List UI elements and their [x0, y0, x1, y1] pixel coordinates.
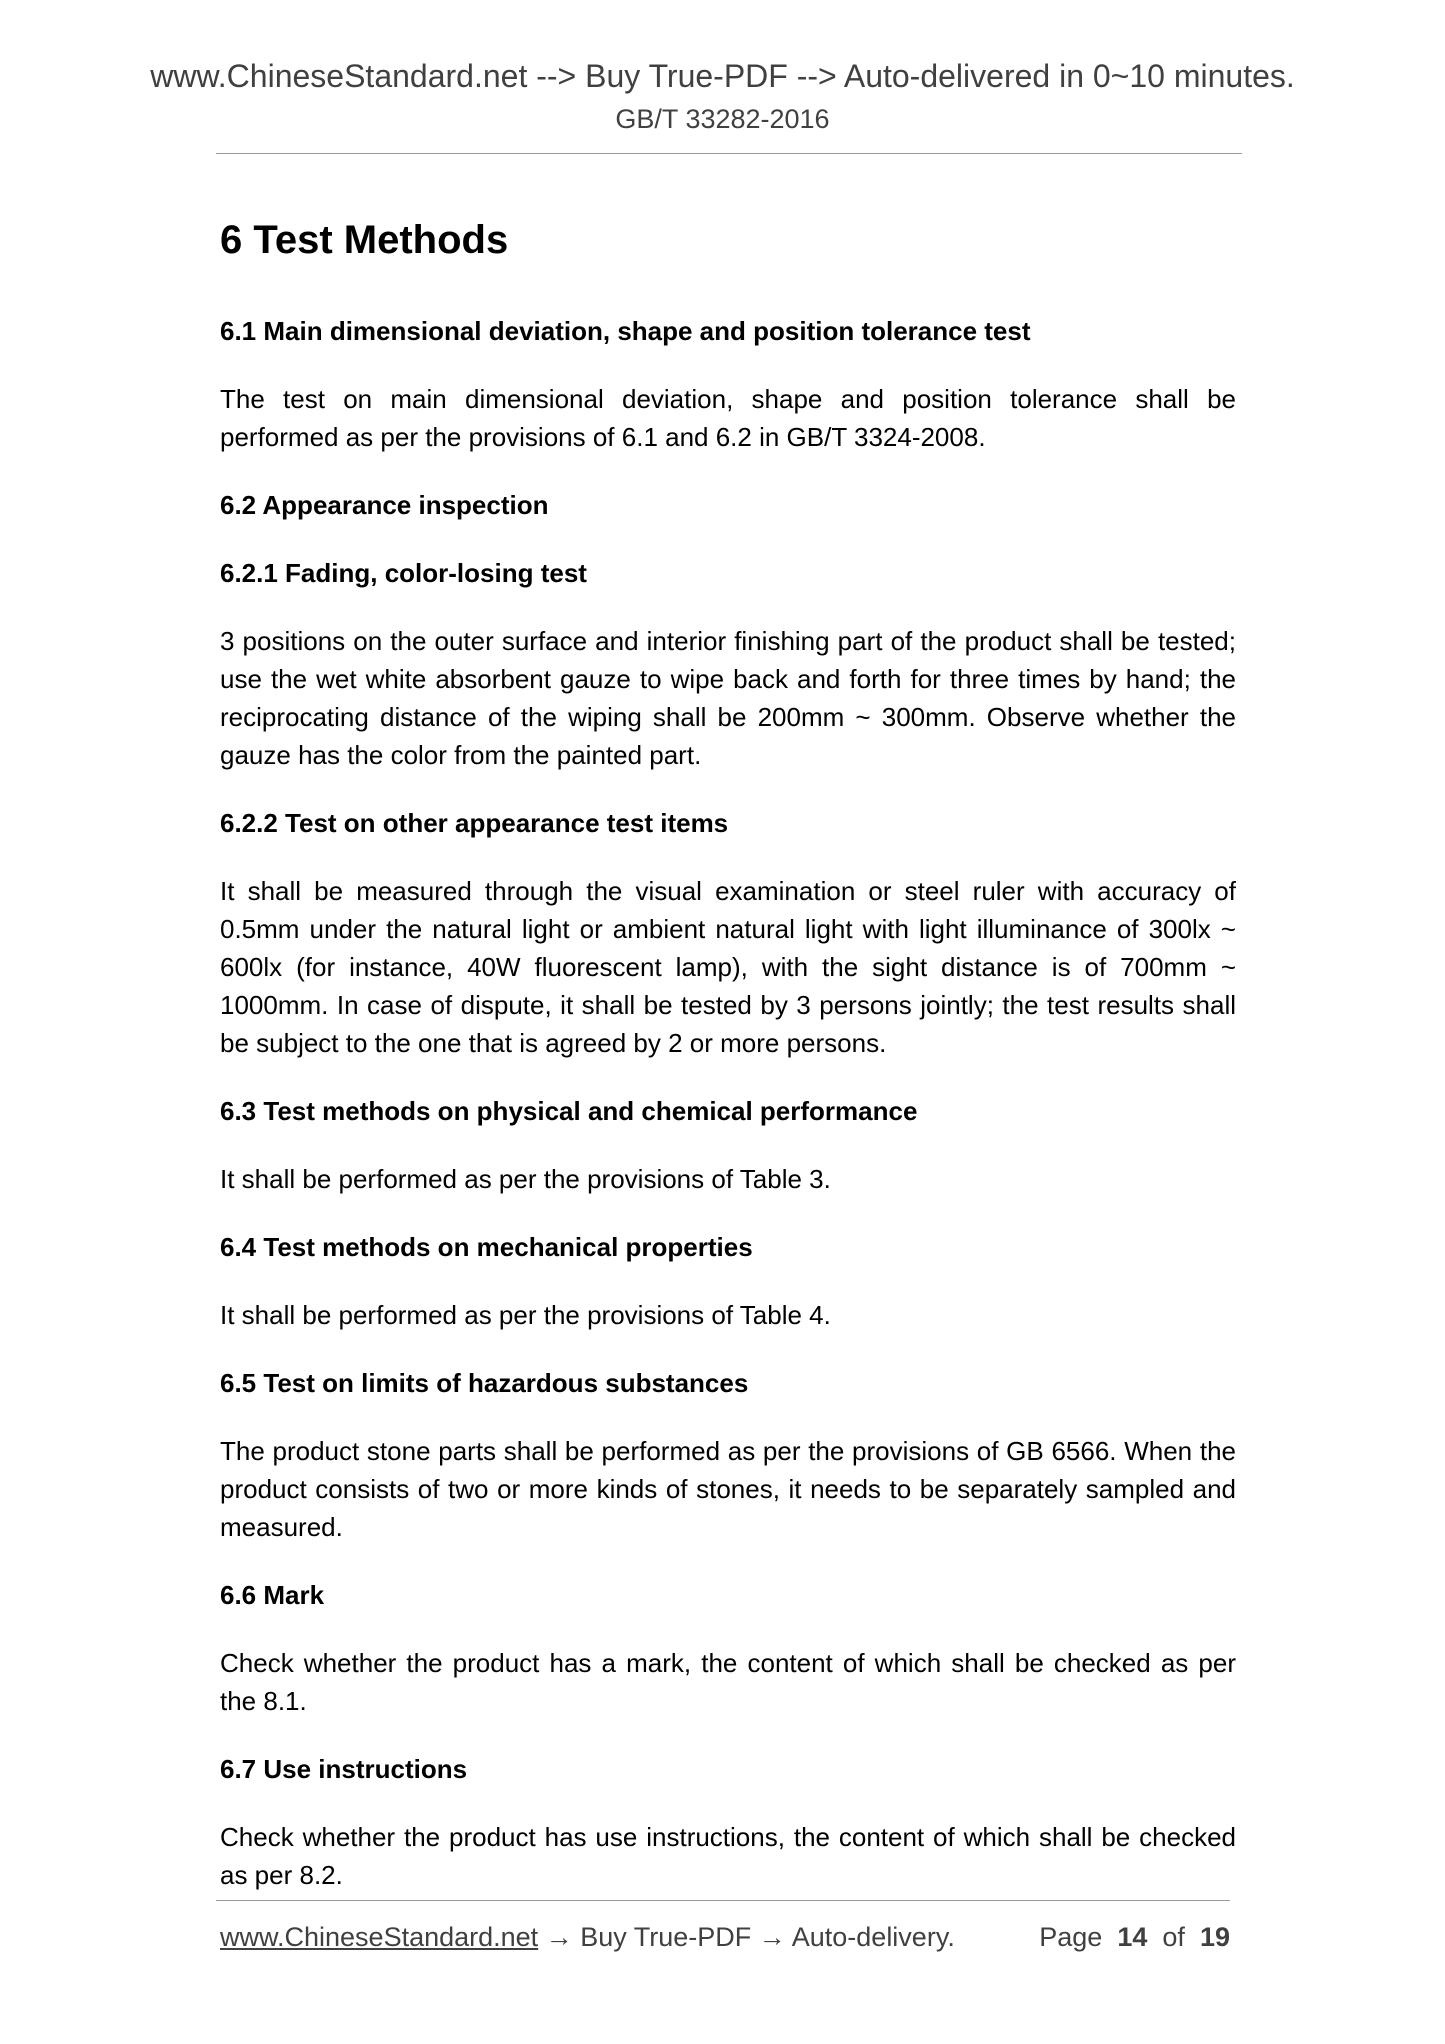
- heading-6-3: 6.3 Test methods on physical and chemical performance: [220, 1096, 918, 1126]
- total-pages: 19: [1199, 1922, 1230, 1952]
- of-label: of: [1162, 1922, 1185, 1952]
- document-body: [220, 210, 1236, 1924]
- heading-6-2: 6.2 Appearance inspection: [220, 490, 549, 520]
- heading-6-1: 6.1 Main dimensional deviation, shape and position tolerance test: [220, 316, 1031, 346]
- footer-promo: [220, 1922, 955, 1953]
- heading-6-5: 6.5 Test on limits of hazardous substances: [220, 1368, 749, 1398]
- paragraph-6-2-2: It shall be measured through the visual examination or steel ruler with accuracy of 0.5mm under the natural light or ambient natural light with light illuminance of 300lx ~ 600lx (for instance, 40W fluorescent lamp), with the sight distance is of 700mm ~ 1000mm. In case of dispute, it shall be tested by 3 persons jointly; the test results shall be subject to the one that is agreed by 2 or more persons.: [220, 876, 1236, 1058]
- heading-6-4: 6.4 Test methods on mechanical properties: [220, 1232, 753, 1262]
- footer-promo-text: → Buy True-PDF → Auto-delivery.: [538, 1922, 955, 1952]
- standard-code: GB/T 33282-2016: [615, 104, 830, 134]
- page-label: Page: [1039, 1922, 1103, 1952]
- heading-6-2-1: 6.2.1 Fading, color-losing test: [220, 558, 587, 588]
- paragraph-6-3: It shall be performed as per the provisions of Table 3.: [220, 1164, 831, 1194]
- paragraph-6-1: The test on main dimensional deviation, shape and position tolerance shall be performed as per the provisions of 6.1 and 6.2 in GB/T 3324-2008.: [220, 384, 1236, 452]
- paragraph-6-2-1: 3 positions on the outer surface and interior finishing part of the product shall be tested; use the wet white absorbent gauze to wipe back and forth for three times by hand; the reciprocating distance of the wiping shall be 200mm ~ 300mm. Observe whether the gauze has the color from the painted part.: [220, 626, 1236, 770]
- paragraph-6-7: Check whether the product has use instructions, the content of which shall be checked as per 8.2.: [220, 1822, 1236, 1890]
- header-divider: [216, 153, 1242, 154]
- section-title: 6 Test Methods: [220, 218, 509, 262]
- header-banner: www.ChineseStandard.net --> Buy True-PDF --> Auto-delivered in 0~10 minutes.: [150, 58, 1295, 94]
- heading-6-2-2: 6.2.2 Test on other appearance test items: [220, 808, 729, 838]
- paragraph-6-5: The product stone parts shall be performed as per the provisions of GB 6566. When the product consists of two or more kinds of stones, it needs to be separately sampled and measured.: [220, 1436, 1236, 1542]
- page-number: 14: [1117, 1922, 1148, 1952]
- paragraph-6-4: It shall be performed as per the provisions of Table 4.: [220, 1300, 831, 1330]
- heading-6-7: 6.7 Use instructions: [220, 1754, 468, 1784]
- heading-6-6: 6.6 Mark: [220, 1580, 325, 1610]
- page-footer: [220, 1922, 1230, 1962]
- page-indicator: [1039, 1922, 1230, 1953]
- footer-site-link[interactable]: www.ChineseStandard.net: [220, 1922, 539, 1952]
- paragraph-6-6: Check whether the product has a mark, the content of which shall be checked as per the 8.1.: [220, 1648, 1236, 1716]
- footer-divider: [216, 1900, 1230, 1901]
